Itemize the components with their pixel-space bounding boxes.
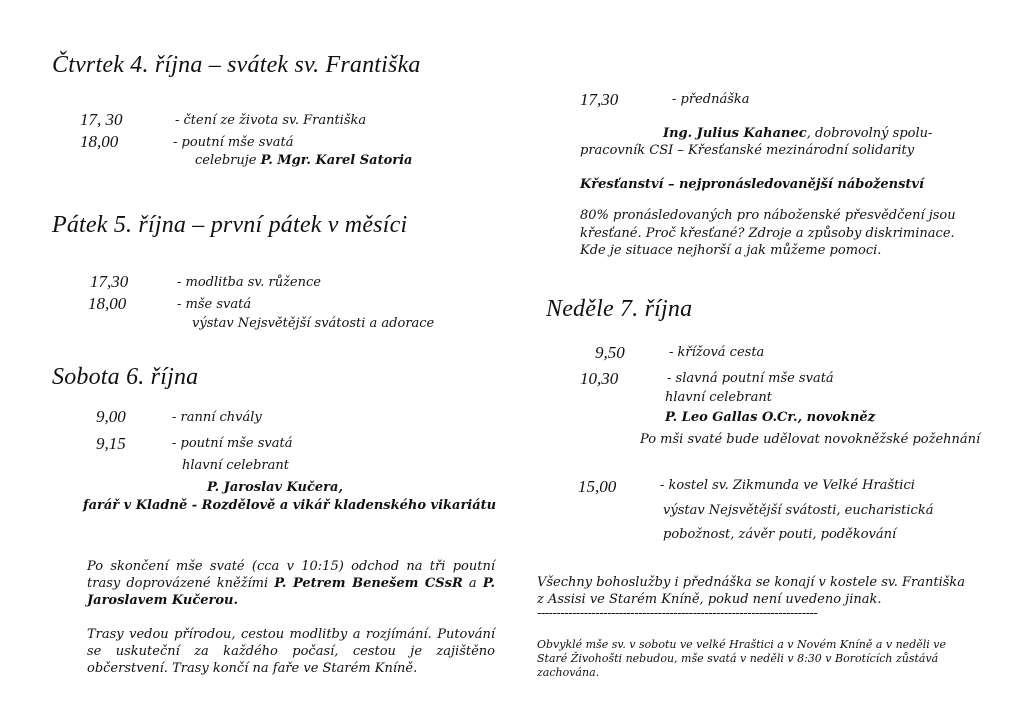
heading-friday: Pátek 5. října – první pátek v měsíci (52, 212, 408, 238)
time-sunday-1: 9,50 (595, 343, 625, 362)
event-friday-1: - modlitba sv. růžence (177, 275, 321, 290)
event-thursday-1: - čtení ze života sv. Františka (175, 113, 367, 128)
heading-sunday: Neděle 7. října (546, 296, 693, 322)
event-sunday-1: - křížová cesta (669, 345, 765, 360)
location-note-1: Všechny bohoslužby i přednáška se konají v kostele sv. Františka (537, 575, 966, 590)
time-sunday-2: 10,30 (580, 369, 619, 388)
celebrant-name-sunday: P. Leo Gallas O.Cr., novokněz (665, 410, 876, 425)
lecture-speaker: Ing. Julius Kahanec, dobrovolný spolu- (663, 126, 933, 141)
event-saturday-2: - poutní mše svatá (172, 436, 293, 451)
blessing-note: Po mši svaté bude udělovat novokněžské požehnání (640, 432, 981, 447)
lecture-title: Křesťanství – nejpronásledovanější náboženství (580, 177, 924, 192)
celebrant-name-saturday: P. Jaroslav Kučera, (207, 480, 343, 495)
time-saturday-1: 9,00 (96, 407, 126, 426)
time-saturday-2: 9,15 (96, 434, 126, 453)
time-thursday-2: 18,00 (80, 132, 119, 151)
lecture-speaker-org: pracovník CSI – Křesťanské mezinárodní solidarity (580, 143, 915, 158)
celebrant-thursday: celebruje P. Mgr. Karel Satoria (195, 153, 413, 168)
time-lecture: 17,30 (580, 90, 619, 109)
time-friday-1: 17,30 (90, 272, 129, 291)
heading-saturday: Sobota 6. října (52, 364, 199, 390)
location-note-2: z Assisi ve Starém Kníně, pokud není uvedeno jinak. (537, 592, 882, 607)
event-sunday-3-detail-2: pobožnost, závěr pouti, poděkování (663, 527, 897, 542)
time-friday-2: 18,00 (88, 294, 127, 313)
lecture-desc-2: křesťané. Proč křesťané? Zdroje a způsoby diskriminace. (580, 226, 955, 241)
footnote: Obvyklé mše sv. v sobotu ve velké Hraštici a v Novém Kníně a v neděli ve Staré Živohošti nebudou, mše svatá v neděli v 8:30 v Borotících zůstává zachována. (537, 638, 946, 679)
event-sunday-2: - slavná poutní mše svatá (667, 371, 834, 386)
event-thursday-2: - poutní mše svatá (173, 135, 294, 150)
time-sunday-3: 15,00 (578, 477, 617, 496)
event-sunday-3: - kostel sv. Zikmunda ve Velké Hraštici (660, 478, 915, 493)
lecture-desc-1: 80% pronásledovaných pro náboženské přesvědčení jsou (580, 208, 956, 223)
event-friday-2: - mše svatá (177, 297, 252, 312)
route-info-paragraph: Trasy vedou přírodou, cestou modlitby a rozjímání. Putování se uskuteční za každého počasí, cestou je zajištěno občerstvení. Trasy končí na faře ve Starém Kníně. (87, 627, 495, 676)
celebrant-role-saturday: farář v Kladně - Rozdělově a vikář kladenského vikariátu (83, 498, 497, 513)
celebrant-label-sunday: hlavní celebrant (665, 390, 772, 405)
lecture-desc-3: Kde je situace nejhorší a jak můžeme pomoci. (580, 243, 882, 258)
time-thursday-1: 17, 30 (80, 110, 123, 129)
divider: ------------------------------------------------------------------------ (537, 606, 818, 621)
event-sunday-3-detail-1: výstav Nejsvětější svátosti, eucharistická (663, 503, 934, 518)
heading-thursday: Čtvrtek 4. října – svátek sv. Františka (52, 52, 421, 78)
route-paragraph: Po skončení mše svaté (cca v 10:15) odchod na tři poutní trasy doprovázené kněžími P. Petrem Benešem CSsR a P. Jaroslavem Kučerou. (87, 559, 495, 608)
celebrant-label-saturday: hlavní celebrant (182, 458, 289, 473)
event-friday-2-detail: výstav Nejsvětější svátosti a adorace (192, 316, 435, 331)
event-saturday-1: - ranní chvály (172, 410, 262, 425)
event-lecture: - přednáška (672, 92, 750, 107)
